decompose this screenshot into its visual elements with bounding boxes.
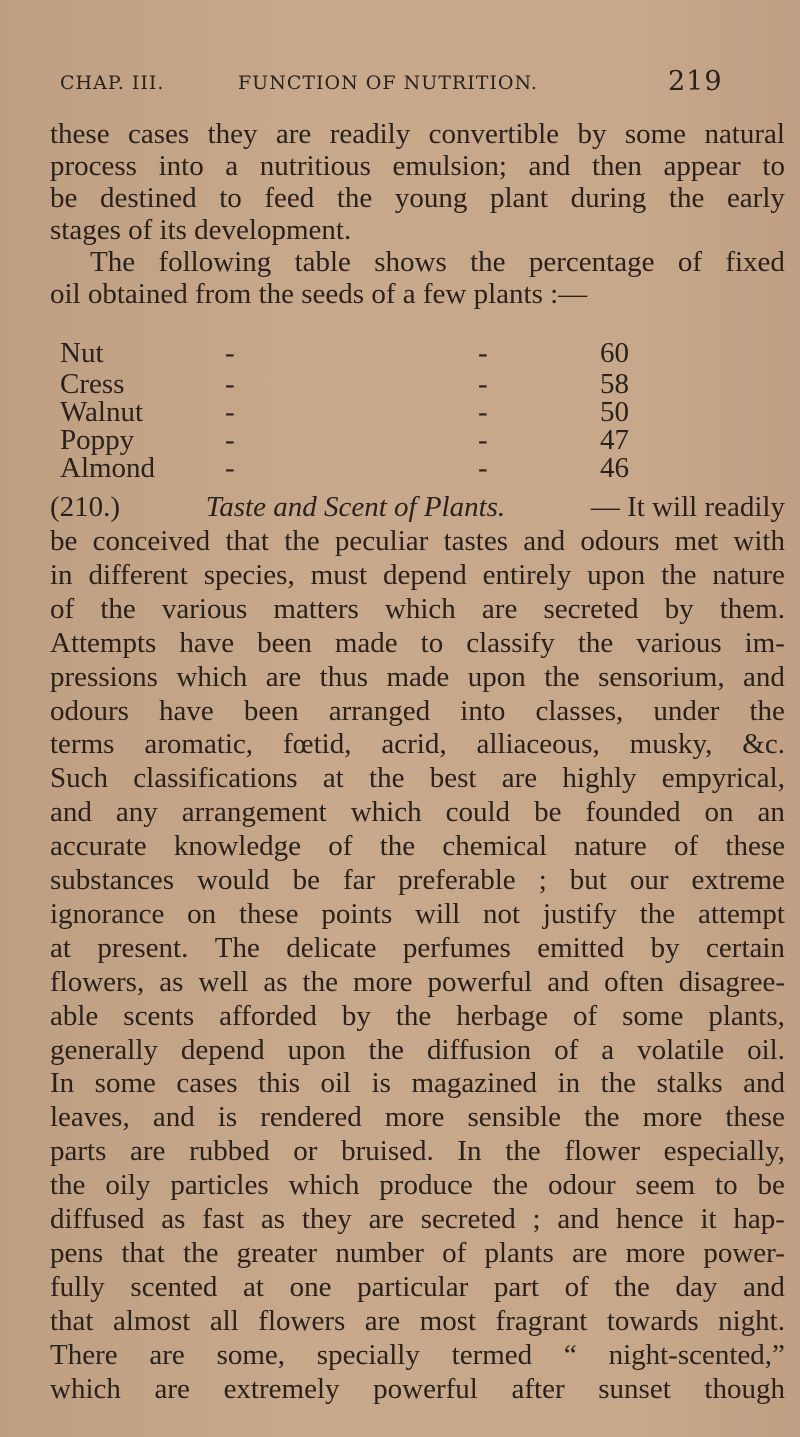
- text-line: leaves, and is rendered more sensible the more these: [50, 1101, 785, 1134]
- text-line: There are some, specially termed “ night-scented,”: [50, 1338, 785, 1371]
- text-line: at present. The delicate perfumes emitted by certain: [50, 931, 785, 964]
- page-number: 219: [668, 66, 723, 97]
- text-line: generally depend upon the diffusion of a volatile oil.: [50, 1033, 785, 1066]
- text-line: pressions which are thus made upon the sensorium, and: [50, 660, 785, 693]
- section-heading-line: [50, 491, 785, 523]
- table-row: [60, 396, 660, 426]
- text-line: able scents afforded by the herbage of some plants,: [50, 999, 785, 1032]
- separator: -: [225, 396, 235, 428]
- text-line: process into a nutritious emulsion; and then appear to: [50, 150, 785, 182]
- oil-percentage: 58: [600, 368, 629, 400]
- section-title: Taste and Scent of Plants.: [205, 491, 506, 523]
- text-line: In some cases this oil is magazined in the stalks and: [50, 1067, 785, 1100]
- text-line: parts are rubbed or bruised. In the flower especially,: [50, 1135, 785, 1168]
- text-line: flowers, as well as the more powerful and often disagree-: [50, 965, 785, 998]
- separator: -: [478, 368, 488, 400]
- text-line: terms aromatic, fœtid, acrid, alliaceous, musky, &c.: [50, 728, 785, 761]
- separator: -: [478, 424, 488, 456]
- plant-name: Nut: [60, 337, 104, 369]
- separator: -: [478, 452, 488, 484]
- text-line: The following table shows the percentage of fixed: [90, 246, 785, 278]
- section-lead: — It will readily: [590, 491, 785, 523]
- text-line: these cases they are readily convertible by some natural: [50, 118, 785, 150]
- plant-name: Cress: [60, 368, 125, 400]
- separator: -: [225, 424, 235, 456]
- table-row: [60, 452, 660, 482]
- text-line: of the various matters which are secreted by them.: [50, 592, 785, 625]
- text-line: fully scented at one particular part of the day and: [50, 1270, 785, 1303]
- plant-name: Almond: [60, 452, 156, 484]
- oil-percentage: 60: [600, 337, 629, 369]
- separator: -: [478, 337, 488, 369]
- text-line: ignorance on these points will not justify the attempt: [50, 897, 785, 930]
- text-line: odours have been arranged into classes, under the: [50, 694, 785, 727]
- text-line: be conceived that the peculiar tastes and odours met with: [50, 525, 785, 557]
- table-row: [60, 424, 660, 454]
- oil-percentage: 47: [600, 424, 629, 456]
- text-line: accurate knowledge of the chemical nature of these: [50, 830, 785, 863]
- plant-name: Poppy: [60, 424, 135, 456]
- text-line: stages of its development.: [50, 214, 352, 246]
- separator: -: [478, 396, 488, 428]
- text-line: that almost all flowers are most fragrant towards night.: [50, 1304, 785, 1337]
- oil-percentage: 46: [600, 452, 629, 484]
- text-line: the oily particles which produce the odour seem to be: [50, 1169, 785, 1202]
- chapter-label: CHAP. III.: [60, 72, 165, 94]
- text-line: Attempts have been made to classify the various im-: [50, 626, 785, 659]
- text-line: pens that the greater number of plants are more power-: [50, 1236, 785, 1269]
- table-row: [60, 368, 660, 398]
- section-number: (210.): [50, 491, 121, 523]
- text-line: oil obtained from the seeds of a few plants :—: [50, 278, 588, 310]
- text-line: be destined to feed the young plant during the early: [50, 182, 785, 214]
- text-line: in different species, must depend entirely upon the nature: [50, 558, 785, 591]
- running-title: FUNCTION OF NUTRITION.: [238, 72, 538, 94]
- separator: -: [225, 337, 235, 369]
- oil-percentage: 50: [600, 396, 629, 428]
- text-line: and any arrangement which could be founded on an: [50, 796, 785, 829]
- plant-name: Walnut: [60, 396, 144, 428]
- text-line: diffused as fast as they are secreted ; and hence it hap-: [50, 1203, 785, 1235]
- running-header: [60, 66, 723, 102]
- table-row: [60, 337, 660, 367]
- text-line: substances would be far preferable ; but our extreme: [50, 864, 785, 896]
- text-line: Such classifications at the best are highly empyrical,: [50, 762, 785, 795]
- separator: -: [225, 368, 235, 400]
- text-line: which are extremely powerful after sunset though: [50, 1372, 785, 1405]
- separator: -: [225, 452, 235, 484]
